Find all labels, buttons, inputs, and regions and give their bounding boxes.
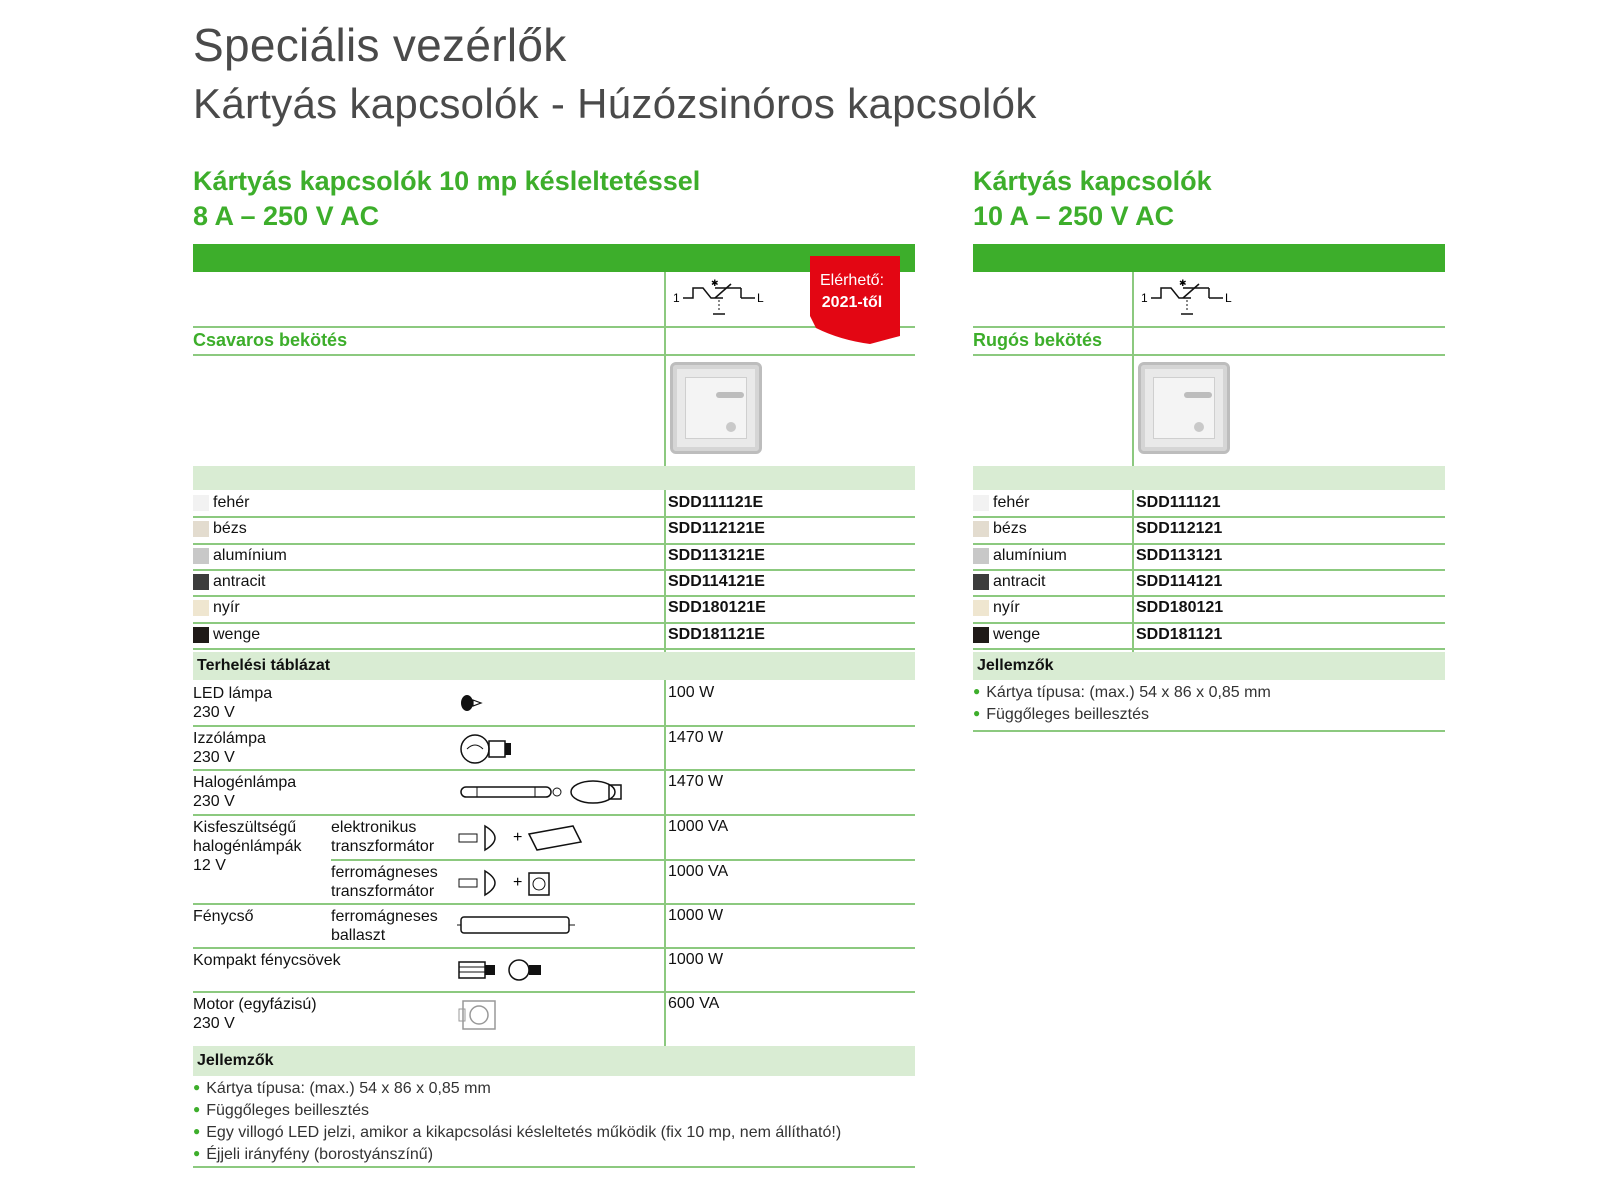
feature-text: Kártya típusa: (max.) 54 x 86 x 0,85 mm [206, 1080, 491, 1097]
load-value: 1000 W [668, 907, 724, 924]
color-name: fehér [993, 494, 1030, 511]
motor-icon [457, 997, 501, 1038]
color-name: nyír [213, 599, 240, 617]
product-code: SDD113121E [668, 546, 765, 564]
product-code: SDD113121 [1136, 546, 1223, 564]
product-code: SDD112121 [1136, 520, 1223, 538]
page-title: Speciális vezérlők [193, 19, 567, 71]
color-swatch [973, 521, 989, 537]
color-swatch [193, 600, 209, 616]
switch-symbol-icon [671, 274, 771, 326]
feature-item [193, 1146, 433, 1164]
feature-item [193, 1102, 369, 1120]
load-value: 1470 W [668, 729, 724, 746]
switch-symbol-icon [1139, 274, 1239, 326]
color-name: bézs [213, 520, 247, 538]
svg-text:L: L [757, 291, 764, 305]
feature-text: Függőleges beillesztés [206, 1102, 370, 1119]
left-section-heading [193, 164, 700, 234]
product-code: SDD180121 [1136, 599, 1224, 617]
color-swatch [973, 548, 989, 564]
load-value: 600 VA [668, 995, 720, 1012]
product-code: SDD181121E [668, 625, 765, 643]
badge-line2: 2021-től [821, 294, 883, 311]
load-type: Izzólámpa 230 V [193, 730, 266, 766]
availability-badge [810, 256, 900, 344]
card-switch-image [670, 362, 762, 454]
left-heading-line2: 8 A – 250 V AC [193, 201, 380, 231]
color-name: alumínium [993, 546, 1067, 564]
color-swatch [973, 627, 989, 643]
load-type: Fénycső [193, 908, 254, 925]
right-connection-label: Rugós bekötés [973, 330, 1103, 350]
left-heading-line1: Kártyás kapcsolók 10 mp késleltetéssel [193, 166, 701, 196]
color-swatch [973, 600, 989, 616]
color-name: wenge [993, 625, 1041, 643]
feature-text: Éjjeli irányfény (borostyánszínű) [206, 1146, 434, 1163]
feature-text: Egy villogó LED jelzi, amikor a kikapcsolási késleltetés működik (fix 10 mp, nem állítható!) [206, 1124, 842, 1141]
left-product-table [193, 244, 915, 1170]
load-value: 1000 W [668, 951, 724, 968]
bullet-icon: ● [193, 1080, 201, 1094]
color-swatch [193, 548, 209, 564]
ferromagnetic-transformer-icon [457, 865, 567, 906]
load-type: Halogénlámpa 230 V [193, 774, 297, 810]
bullet-icon: ● [973, 684, 981, 698]
load-value: 1000 VA [668, 818, 729, 835]
incandescent-bulb-icon [457, 731, 517, 772]
left-green-bar [193, 244, 915, 272]
bullet-icon: ● [193, 1124, 201, 1138]
right-features-title: Jellemzők [977, 657, 1054, 674]
color-name: antracit [993, 572, 1046, 590]
load-table-title: Terhelési táblázat [197, 657, 331, 674]
svg-text:L: L [1225, 291, 1232, 305]
right-section-heading [973, 164, 1212, 234]
bullet-icon: ● [973, 706, 981, 720]
color-swatch [193, 495, 209, 511]
color-name: alumínium [213, 546, 287, 564]
feature-item [193, 1124, 841, 1142]
feature-item [973, 706, 1149, 724]
right-product-table [973, 244, 1445, 734]
color-name: wenge [213, 625, 261, 643]
color-swatch [193, 521, 209, 537]
load-type: Kisfeszültségű halogénlámpák 12 V [193, 819, 302, 874]
compact-fluorescent-icon [457, 957, 557, 988]
fluorescent-tube-icon [457, 913, 577, 942]
load-value: 1470 W [668, 773, 724, 790]
feature-item [973, 684, 1271, 702]
svg-text:1: 1 [673, 291, 680, 305]
svg-text:1: 1 [1141, 291, 1148, 305]
svg-text:+: + [513, 829, 523, 846]
load-type: Kompakt fénycsövek [193, 952, 341, 969]
electronic-transformer-icon [457, 820, 587, 861]
load-subtype: elektronikus transzformátor [331, 819, 435, 855]
feature-item [193, 1080, 491, 1098]
color-name: nyír [993, 599, 1020, 617]
load-type: Motor (egyfázisú) 230 V [193, 996, 317, 1032]
product-code: SDD180121E [668, 599, 766, 617]
color-swatch [973, 495, 989, 511]
color-name: antracit [213, 572, 266, 590]
color-swatch [193, 627, 209, 643]
load-subtype: ferromágneses ballaszt [331, 908, 438, 944]
color-swatch [973, 574, 989, 590]
feature-text: Kártya típusa: (max.) 54 x 86 x 0,85 mm [986, 684, 1271, 701]
svg-text:✱: ✱ [711, 278, 719, 288]
load-subtype: ferromágneses transzformátor [331, 864, 438, 900]
product-code: SDD111121 [1136, 494, 1221, 511]
svg-text:+: + [513, 874, 523, 891]
product-code: SDD114121 [1136, 572, 1223, 590]
led-lamp-icon [457, 690, 487, 721]
svg-text:✱: ✱ [1179, 278, 1187, 288]
left-connection-label: Csavaros bekötés [193, 330, 348, 350]
product-code: SDD114121E [668, 572, 765, 590]
badge-line1: Elérhető: [819, 272, 885, 289]
color-swatch [193, 574, 209, 590]
halogen-lamp-icon [457, 777, 627, 812]
feature-text: Függőleges beillesztés [986, 706, 1150, 723]
product-code: SDD181121 [1136, 625, 1223, 643]
bullet-icon: ● [193, 1102, 201, 1116]
page-subtitle: Kártyás kapcsolók - Húzózsinóros kapcsolók [193, 80, 1037, 127]
load-type: LED lámpa 230 V [193, 685, 273, 721]
product-code: SDD112121E [668, 520, 765, 538]
right-green-bar [973, 244, 1445, 272]
load-value: 1000 VA [668, 863, 729, 880]
color-name: fehér [213, 494, 250, 511]
right-heading-line2: 10 A – 250 V AC [973, 201, 1175, 231]
product-code: SDD111121E [668, 494, 764, 511]
left-features-title: Jellemzők [197, 1052, 274, 1069]
load-value: 100 W [668, 684, 715, 701]
right-heading-line1: Kártyás kapcsolók [973, 166, 1212, 196]
color-name: bézs [993, 520, 1027, 538]
card-switch-image [1138, 362, 1230, 454]
bullet-icon: ● [193, 1146, 201, 1160]
